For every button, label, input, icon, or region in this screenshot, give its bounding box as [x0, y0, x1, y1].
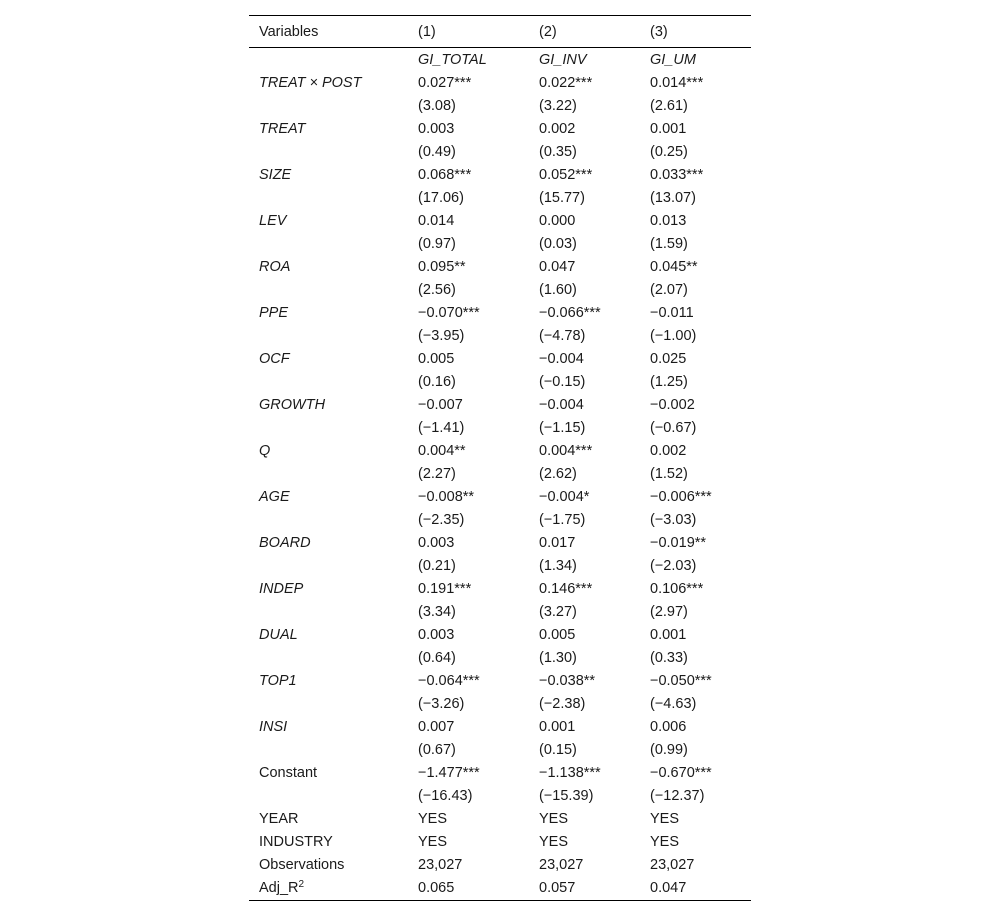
tstat-col-1: (−2.35): [418, 512, 465, 528]
variable-3-coef-row: [249, 210, 751, 233]
tstat-col-3: (−12.37): [650, 788, 705, 804]
footer-row: [249, 831, 751, 854]
variable-5-tstat-row: [249, 325, 751, 348]
variable-7-tstat-row: [249, 417, 751, 440]
variable-7-coef-row: [249, 394, 751, 417]
tstat-col-3: (1.52): [650, 466, 688, 482]
variable-0-tstat-row: [249, 95, 751, 118]
tstat-label: [249, 233, 408, 256]
footer-col-1: YES: [418, 811, 448, 827]
coef-col-1: −0.008**: [418, 489, 475, 505]
tstat-label: [249, 739, 408, 762]
coef-col-1: 0.003: [418, 627, 455, 643]
adj-r2-label: [249, 877, 408, 901]
variable-3-tstat-row: [249, 233, 751, 256]
tstat-col-3: (0.33): [650, 650, 688, 666]
tstat-col-1: (0.64): [418, 650, 456, 666]
variable-label: DUAL: [259, 627, 298, 643]
variable-9-coef-row: [249, 486, 751, 509]
coef-col-3: 0.013: [650, 213, 687, 229]
tstat-label: [249, 95, 408, 118]
header-col-1: (1): [418, 23, 436, 40]
coef-col-2: 0.017: [539, 535, 576, 551]
variable-2-tstat-row: [249, 187, 751, 210]
variable-9-tstat-row: [249, 509, 751, 532]
header-col-2: (2): [539, 23, 557, 40]
tstat-col-2: (−15.39): [539, 788, 594, 804]
tstat-col-1: (3.34): [418, 604, 456, 620]
constant-tstat-row: [249, 785, 751, 808]
coef-col-1: −0.007: [418, 397, 463, 413]
tstat-label: [249, 601, 408, 624]
coef-col-2: 0.052***: [539, 167, 593, 183]
variable-13-coef-row: [249, 670, 751, 693]
coef-col-1: 0.003: [418, 535, 455, 551]
footer-row: [249, 808, 751, 831]
tstat-col-2: (15.77): [539, 190, 585, 206]
regression-table-container: [249, 15, 751, 901]
coef-col-1: 0.095**: [418, 259, 466, 275]
table-body: [249, 48, 751, 901]
coef-col-2: 0.022***: [539, 75, 593, 91]
tstat-col-1: (2.56): [418, 282, 456, 298]
coef-col-3: 0.001: [650, 121, 687, 137]
header-variables: Variables: [259, 23, 319, 40]
variable-0-coef-row: [249, 72, 751, 95]
footer-label: Observations: [259, 857, 345, 873]
variable-8-coef-row: [249, 440, 751, 463]
depvar-label: [249, 48, 408, 73]
tstat-col-3: (13.07): [650, 190, 696, 206]
variable-11-coef-row: [249, 578, 751, 601]
variable-4-tstat-row: [249, 279, 751, 302]
tstat-col-2: (1.60): [539, 282, 577, 298]
variable-10-coef-row: [249, 532, 751, 555]
coef-col-3: 0.001: [650, 627, 687, 643]
variable-13-tstat-row: [249, 693, 751, 716]
coef-col-3: −0.050***: [650, 673, 712, 689]
regression-table: [249, 15, 751, 901]
variable-label: GROWTH: [259, 397, 326, 413]
coef-col-2: 0.004***: [539, 443, 593, 459]
tstat-col-3: (2.97): [650, 604, 688, 620]
coef-col-3: 0.033***: [650, 167, 704, 183]
coef-col-2: 0.047: [539, 259, 576, 275]
footer-col-1: YES: [418, 834, 448, 850]
tstat-col-3: (2.07): [650, 282, 688, 298]
coef-col-3: 0.002: [650, 443, 687, 459]
variable-8-tstat-row: [249, 463, 751, 486]
tstat-col-2: (−1.15): [539, 420, 586, 436]
tstat-col-2: (3.22): [539, 98, 577, 114]
coef-col-2: −0.038**: [539, 673, 596, 689]
variable-2-coef-row: [249, 164, 751, 187]
tstat-col-1: (2.27): [418, 466, 456, 482]
coef-col-3: 0.045**: [650, 259, 698, 275]
adj-r2-label-text: Adj_R: [259, 880, 299, 896]
variable-1-coef-row: [249, 118, 751, 141]
tstat-col-3: (−3.03): [650, 512, 697, 528]
coef-col-3: 0.106***: [650, 581, 704, 597]
tstat-col-1: (3.08): [418, 98, 456, 114]
tstat-col-1: (0.49): [418, 144, 456, 160]
table-header: [249, 16, 751, 48]
variable-label: SIZE: [259, 167, 292, 183]
adj-r2-col-3: 0.047: [650, 880, 687, 896]
variable-label: Constant: [259, 765, 318, 781]
variable-label: Q: [259, 443, 271, 459]
coef-col-2: 0.002: [539, 121, 576, 137]
variable-1-tstat-row: [249, 141, 751, 164]
adj-r2-col-1: 0.065: [418, 880, 455, 896]
adj-r2-row: [249, 877, 751, 901]
depvar-col-1: GI_TOTAL: [418, 51, 487, 68]
footer-col-3: 23,027: [650, 857, 695, 873]
coef-col-1: −1.477***: [418, 765, 480, 781]
tstat-col-1: (−16.43): [418, 788, 473, 804]
tstat-col-3: (2.61): [650, 98, 688, 114]
footer-col-1: 23,027: [418, 857, 463, 873]
variable-label: OCF: [259, 351, 290, 367]
tstat-col-2: (0.03): [539, 236, 577, 252]
tstat-col-2: (2.62): [539, 466, 577, 482]
tstat-col-1: (0.67): [418, 742, 456, 758]
tstat-label: [249, 141, 408, 164]
variable-label: TOP1: [259, 673, 297, 689]
coef-col-1: −0.070***: [418, 305, 480, 321]
coef-col-3: −0.019**: [650, 535, 707, 551]
coef-col-3: −0.006***: [650, 489, 712, 505]
footer-label: INDUSTRY: [259, 834, 333, 850]
variable-11-tstat-row: [249, 601, 751, 624]
tstat-label: [249, 647, 408, 670]
variable-5-coef-row: [249, 302, 751, 325]
coef-col-3: 0.014***: [650, 75, 704, 91]
tstat-col-2: (3.27): [539, 604, 577, 620]
coef-col-1: 0.014: [418, 213, 455, 229]
variable-12-tstat-row: [249, 647, 751, 670]
variable-label: INSI: [259, 719, 288, 735]
tstat-col-1: (0.97): [418, 236, 456, 252]
tstat-label: [249, 279, 408, 302]
coef-col-2: 0.146***: [539, 581, 593, 597]
variable-14-coef-row: [249, 716, 751, 739]
tstat-col-3: (1.59): [650, 236, 688, 252]
tstat-col-2: (−4.78): [539, 328, 586, 344]
header-col-3: (3): [650, 23, 668, 40]
footer-row: [249, 854, 751, 877]
variable-10-tstat-row: [249, 555, 751, 578]
tstat-col-1: (−1.41): [418, 420, 465, 436]
tstat-col-2: (−0.15): [539, 374, 586, 390]
depvar-col-3: GI_UM: [650, 51, 696, 68]
tstat-col-1: (0.16): [418, 374, 456, 390]
adj-r2-col-2: 0.057: [539, 880, 576, 896]
tstat-col-3: (0.99): [650, 742, 688, 758]
variable-label: LEV: [259, 213, 287, 229]
tstat-label: [249, 555, 408, 578]
coef-col-1: −0.064***: [418, 673, 480, 689]
variable-label: AGE: [259, 489, 290, 505]
coef-col-3: 0.025: [650, 351, 687, 367]
coef-col-2: −0.066***: [539, 305, 601, 321]
variable-6-tstat-row: [249, 371, 751, 394]
coef-col-2: −0.004: [539, 397, 584, 413]
coef-col-3: −0.002: [650, 397, 695, 413]
variable-label: TREAT × POST: [259, 75, 362, 91]
adj-r2-superscript: 2: [298, 879, 305, 890]
coef-col-1: 0.005: [418, 351, 455, 367]
footer-col-3: YES: [650, 811, 680, 827]
coef-col-1: 0.003: [418, 121, 455, 137]
tstat-label: [249, 785, 408, 808]
tstat-label: [249, 187, 408, 210]
depvar-row: [249, 48, 751, 73]
constant-coef-row: [249, 762, 751, 785]
coef-col-3: −0.011: [650, 305, 694, 321]
tstat-label: [249, 509, 408, 532]
footer-col-3: YES: [650, 834, 680, 850]
header-row: [249, 16, 751, 48]
variable-12-coef-row: [249, 624, 751, 647]
tstat-col-3: (−0.67): [650, 420, 697, 436]
footer-col-2: YES: [539, 811, 569, 827]
coef-col-1: 0.004**: [418, 443, 466, 459]
variable-4-coef-row: [249, 256, 751, 279]
variable-14-tstat-row: [249, 739, 751, 762]
footer-col-2: YES: [539, 834, 569, 850]
tstat-label: [249, 417, 408, 440]
coef-col-1: 0.191***: [418, 581, 472, 597]
tstat-col-2: (1.34): [539, 558, 577, 574]
tstat-col-2: (−1.75): [539, 512, 586, 528]
tstat-label: [249, 325, 408, 348]
coef-col-3: 0.006: [650, 719, 687, 735]
tstat-col-2: (0.15): [539, 742, 577, 758]
variable-label: ROA: [259, 259, 291, 275]
variable-label: BOARD: [259, 535, 311, 551]
tstat-col-1: (17.06): [418, 190, 464, 206]
coef-col-2: −0.004: [539, 351, 584, 367]
tstat-col-3: (1.25): [650, 374, 688, 390]
tstat-col-2: (0.35): [539, 144, 577, 160]
tstat-label: [249, 463, 408, 486]
tstat-col-2: (−2.38): [539, 696, 586, 712]
coef-col-2: 0.000: [539, 213, 576, 229]
variable-label: INDEP: [259, 581, 304, 597]
variable-label: PPE: [259, 305, 289, 321]
coef-col-2: 0.001: [539, 719, 576, 735]
tstat-col-1: (−3.26): [418, 696, 465, 712]
coef-col-2: 0.005: [539, 627, 576, 643]
tstat-col-2: (1.30): [539, 650, 577, 666]
coef-col-1: 0.027***: [418, 75, 472, 91]
tstat-label: [249, 693, 408, 716]
variable-6-coef-row: [249, 348, 751, 371]
coef-col-2: −0.004*: [539, 489, 590, 505]
footer-label: YEAR: [259, 811, 299, 827]
coef-col-3: −0.670***: [650, 765, 712, 781]
footer-col-2: 23,027: [539, 857, 584, 873]
tstat-col-3: (0.25): [650, 144, 688, 160]
tstat-col-3: (−2.03): [650, 558, 697, 574]
depvar-col-2: GI_INV: [539, 51, 587, 68]
coef-col-1: 0.007: [418, 719, 455, 735]
tstat-col-1: (0.21): [418, 558, 456, 574]
variable-label: TREAT: [259, 121, 306, 137]
coef-col-1: 0.068***: [418, 167, 472, 183]
tstat-label: [249, 371, 408, 394]
tstat-col-3: (−1.00): [650, 328, 697, 344]
tstat-col-3: (−4.63): [650, 696, 697, 712]
coef-col-2: −1.138***: [539, 765, 601, 781]
tstat-col-1: (−3.95): [418, 328, 465, 344]
